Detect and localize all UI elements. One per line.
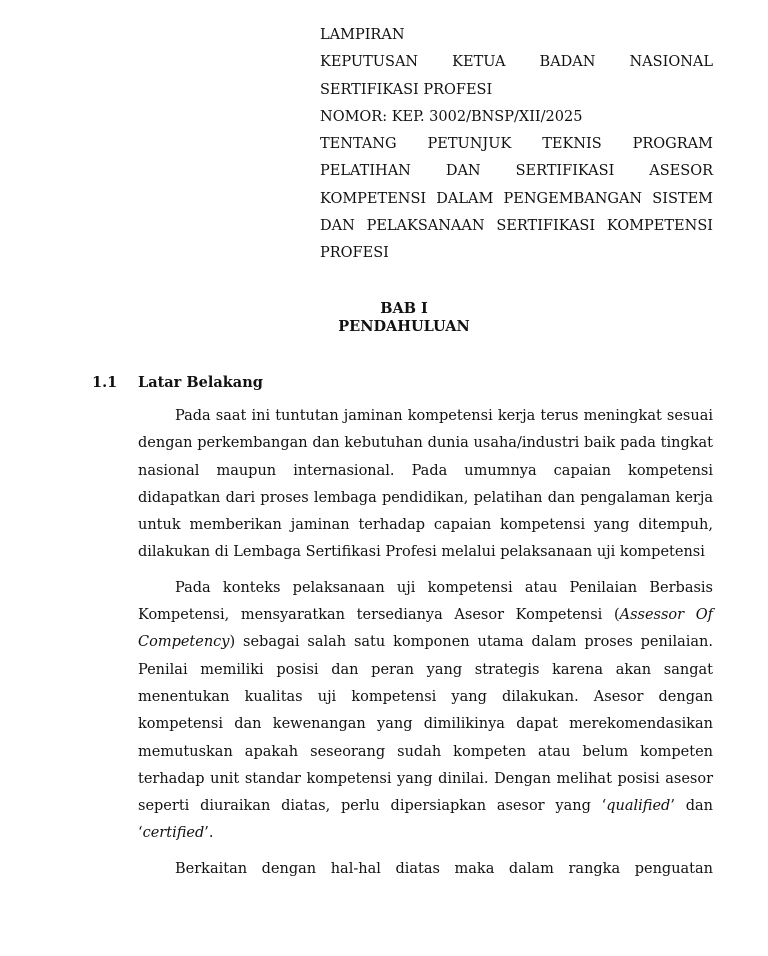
paragraph (138, 575, 713, 848)
header-line: PROFESI (320, 245, 389, 262)
paragraph: Berkaitan dengan hal-hal diatas maka dalam rangka penguatan (175, 860, 713, 877)
header-line: NOMOR: KEP. 3002/BNSP/XII/2025 (320, 108, 583, 125)
paragraph: Pada saat ini tuntutan jaminan kompetensi kerja terus meningkat sesuai dengan perkembangan dan kebutuhan dunia usaha/industri baik pada tingkat nasional maupun internasional. Pada umumnya capaian kompetensi didapatkan dari proses lembaga pendidikan, pelatihan dan pengalaman kerja untuk memberikan jaminan terhadap capaian kompetensi yang ditempuh, dilakukan di Lembaga Sertifikasi Profesi melalui pelaksanaan uji kompetensi (138, 408, 713, 561)
paragraph-text: ) sebagai salah satu komponen utama dalam proses penilaian. Penilai memiliki posisi dan peran yang strategis karena akan sangat menentukan kualitas uji kompetensi yang dilakukan. Asesor dengan kompetensi dan kewenangan yang dimilikinya dapat merekomendasikan memutuskan apakah seseorang sudah kompeten atau belum kompeten terhadap unit standar kompetensi yang dinilai. Dengan melihat posisi asesor seperti diuraikan diatas, perlu dipersiapkan asesor yang ‘ (138, 634, 713, 815)
paragraph-italic-text: certified (142, 825, 205, 842)
header-line: KOMPETENSI DALAM PENGEMBANGAN SISTEM (320, 190, 713, 207)
paragraph-text: Pada konteks pelaksanaan uji kompetensi atau Penilaian Berbasis Kompetensi, mensyaratkan tersedianya Asesor Kompetensi ( (138, 579, 713, 624)
chapter-title: PENDAHULUAN (338, 318, 470, 335)
header-line: TENTANG PETUNJUK TEKNIS PROGRAM (320, 136, 713, 153)
section-heading (92, 374, 263, 391)
header-line: LAMPIRAN (320, 27, 405, 43)
header-line: SERTIFIKASI PROFESI (320, 81, 493, 98)
attachment-header (320, 22, 713, 268)
section-title: Latar Belakang (138, 374, 263, 391)
header-line: DAN PELAKSANAAN SERTIFIKASI KOMPETENSI (320, 218, 713, 235)
paragraph-text: ’ dan ‘ (138, 798, 714, 842)
body-text (138, 403, 713, 891)
paragraph-italic-text: Assessor Of Competency (138, 607, 714, 651)
section-number: 1.1 (92, 374, 118, 391)
paragraph-italic-text: qualified (606, 798, 671, 815)
header-line: KEPUTUSAN KETUA BADAN NASIONAL (320, 54, 713, 71)
header-line: PELATIHAN DAN SERTIFIKASI ASESOR (320, 163, 713, 180)
chapter-number: BAB I (380, 300, 428, 317)
paragraph-text: ’. (204, 825, 214, 842)
chapter-heading (0, 300, 768, 336)
